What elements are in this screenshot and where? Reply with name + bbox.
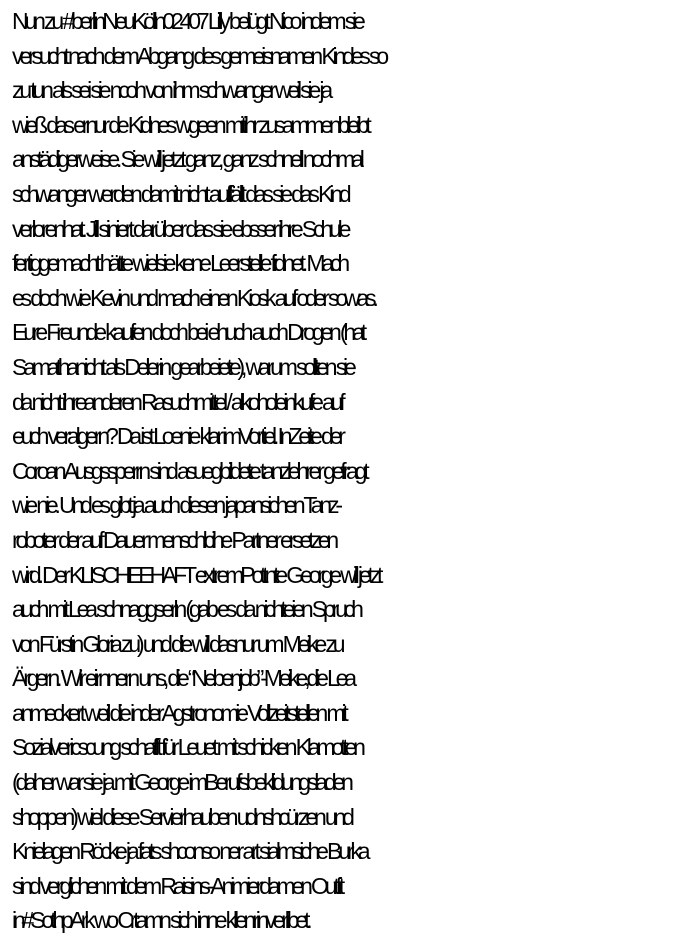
text-line: wieß das ernur de Kidnes wgeen mitihr zusammenbleibt [12,111,368,138]
text-line: von Fürstin Gloria zu) und die will dasnur um Meike zu [12,630,342,657]
text-line: wird. Der KLISCHEEHAFT extremPottnte George will jetzt [12,561,380,588]
text-line: shoppen) wiel diese Servierhauben udnshcürzen und [12,803,351,830]
text-line: Eure Freunde kaufen doch bei ehuch auch Drogen (hat [12,319,363,346]
text-line: Ärgern. Wir eirnnern uns, die “Nebenjob”-Meike,die Lea [12,665,353,692]
text-line: Sozialvericscung schafft für Leuet mit schicken Klamotten [12,734,362,761]
text-line: fertiggemacht hätte wielsie kene Leerstelle fidnet. Mach [12,250,346,277]
text-line: anstädigerweise. Sie will jetzt ganz, ganz schnell nochmal [12,146,361,173]
text-line: schwanger werden damit nicht auffällt das sie das Kind [12,180,348,207]
text-line: in#SothpArk wo Crtamn sich inne kllenrinverlibet. [12,907,309,934]
text-line: auch mit Lea schnaggserln (gab es da nichteien Spruch [12,596,360,623]
text-line: verlorenhat. Jill siniert darüber das sie ebsser ihre Schule [12,215,348,242]
text-line: roboter der auf Dauer menschlcihe Partner ersetzen [12,526,336,553]
text-line: da nicht ihreanderen Rasuchmittel / alkoholeinkufe auf [12,388,342,415]
text-line: Samathanicht als Delerin gearbeiete), warum sollten sie [12,353,353,380]
text-line: es doch wie Kevin und mach einen Kiosk auf oder sowas. [12,284,375,311]
text-line: Nun zu #berlinNeuKölln02407 Lilly belügt Nico indem sie [12,8,362,34]
text-line: anmeckert weil die inder Agstronomie Vollzeitstellen mit [12,699,345,726]
text-line: Knielagen Röcke ja fats shconso ner art sialmsiche Burka [12,838,367,865]
text-line: zu tun als sei sie ncoh von ihm schwanger weil sie ja [12,77,329,104]
body-text [12,4,682,938]
text-line: Coroan Ausgssperrn sind asuegbildete tanzlehrer gefragt [12,457,366,484]
text-line: euch veralgern? Da ist Loenie klar imVortiel. InZeite der [12,423,342,450]
text-line: (daher war sie ja mit George imBerufsbeklidungsladen [12,769,350,796]
text-line: wie nie. Und es gibt ja auch diesen japansichen Tanz- [12,492,339,519]
text-line: versucht nach dem Abgang des gemeisnamen Kindes so [12,42,385,69]
text-line: sind verglichen mit dem Raisins-Animierdamen Outfit [12,872,342,899]
